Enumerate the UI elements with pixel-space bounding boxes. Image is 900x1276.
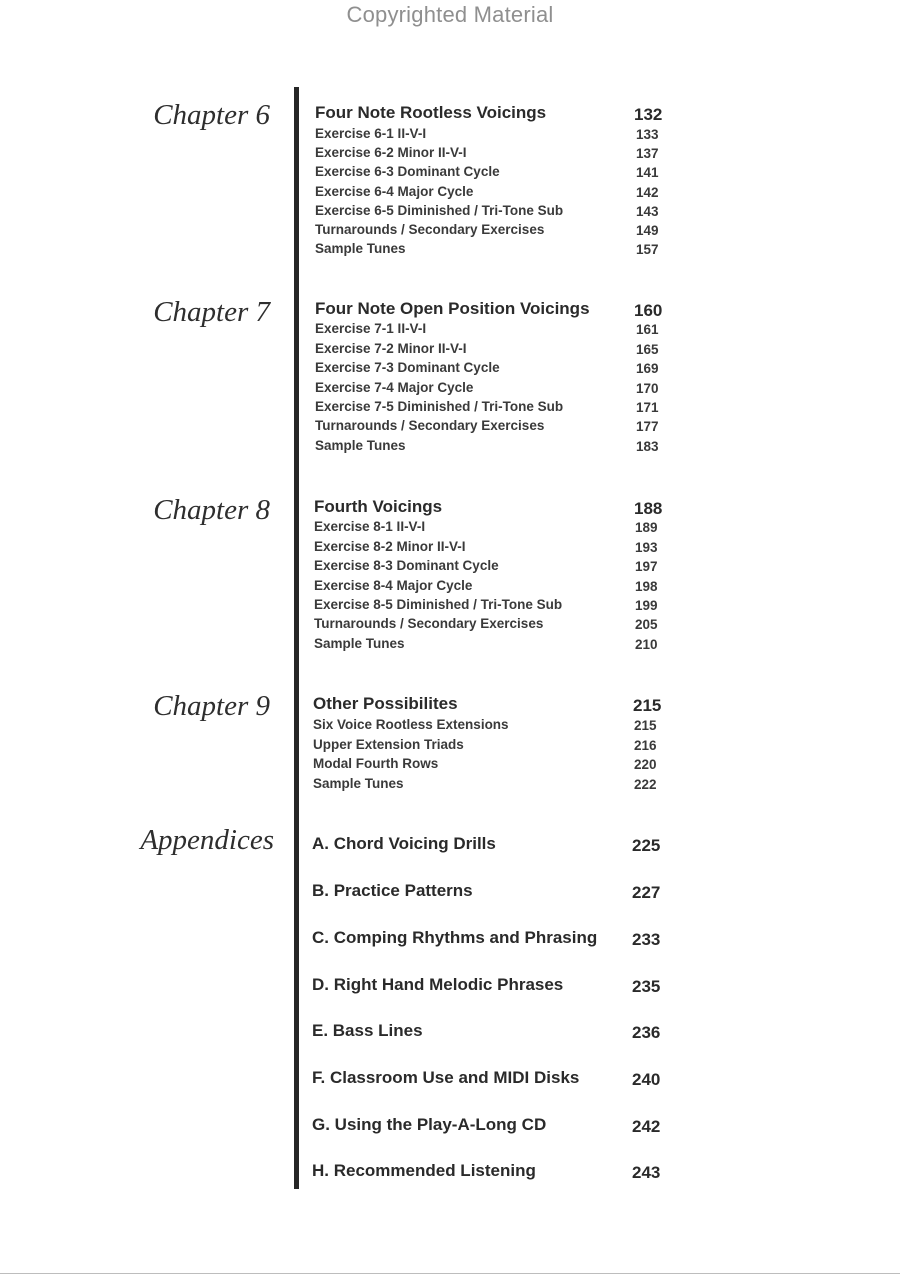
chapter-label: Chapter 9 <box>153 690 270 722</box>
toc-entry[interactable]: Modal Fourth Rows <box>313 756 439 771</box>
toc-entry[interactable]: Exercise 8-4 Major Cycle <box>314 578 473 593</box>
toc-page-number: 215 <box>633 696 662 715</box>
toc-page-number: 236 <box>632 1023 661 1042</box>
toc-entry[interactable]: Sample Tunes <box>314 636 405 651</box>
toc-page-number: 141 <box>636 165 659 180</box>
toc-page-number: 160 <box>634 301 663 320</box>
chapter-label: Chapter 6 <box>153 99 270 131</box>
toc-page-number: 222 <box>634 777 657 792</box>
toc-page-number: 165 <box>636 342 659 357</box>
toc-page-number: 143 <box>636 204 659 219</box>
chapter-label: Chapter 8 <box>153 494 270 526</box>
toc-page-number: 210 <box>635 637 658 652</box>
toc-section-heading[interactable]: Four Note Rootless Voicings <box>315 103 547 122</box>
toc-entry[interactable]: Turnarounds / Secondary Exercises <box>314 616 544 631</box>
toc-entry[interactable]: Sample Tunes <box>315 438 406 453</box>
toc-page-number: 197 <box>635 559 658 574</box>
toc-page-number: 227 <box>632 883 661 902</box>
toc-entry[interactable]: Exercise 7-4 Major Cycle <box>315 380 474 395</box>
appendix-entry[interactable]: F. Classroom Use and MIDI Disks <box>312 1068 580 1087</box>
toc-page-number: 243 <box>632 1163 661 1182</box>
toc-page-number: 170 <box>636 381 659 396</box>
toc-page-number: 205 <box>635 617 658 632</box>
toc-page-number: 215 <box>634 718 657 733</box>
toc-entry[interactable]: Exercise 6-2 Minor II-V-I <box>315 145 467 160</box>
toc-page-number: 169 <box>636 361 659 376</box>
toc-entry[interactable]: Exercise 6-3 Dominant Cycle <box>315 164 500 179</box>
toc-entry[interactable]: Upper Extension Triads <box>313 737 464 752</box>
toc-entry[interactable]: Exercise 6-5 Diminished / Tri-Tone Sub <box>315 203 564 218</box>
toc-page-number: 132 <box>634 105 663 124</box>
toc-page-number: 242 <box>632 1117 661 1136</box>
toc-page-number: 133 <box>636 127 659 142</box>
toc-page-number: 177 <box>636 419 659 434</box>
toc-entry[interactable]: Exercise 8-2 Minor II-V-I <box>314 539 466 554</box>
toc-entry[interactable]: Six Voice Rootless Extensions <box>313 717 509 732</box>
toc-page-number: 233 <box>632 930 661 949</box>
page-bottom-edge <box>0 1273 900 1274</box>
appendix-entry[interactable]: C. Comping Rhythms and Phrasing <box>312 928 598 947</box>
toc-entry[interactable]: Turnarounds / Secondary Exercises <box>315 418 545 433</box>
toc-entry[interactable]: Exercise 8-5 Diminished / Tri-Tone Sub <box>314 597 563 612</box>
toc-page-number: 171 <box>636 400 659 415</box>
toc-page-number: 142 <box>636 185 659 200</box>
toc-section-heading[interactable]: Other Possibilites <box>313 694 458 713</box>
appendix-entry[interactable]: B. Practice Patterns <box>312 881 473 900</box>
appendix-entry[interactable]: G. Using the Play-A-Long CD <box>312 1115 547 1134</box>
appendices-label: Appendices <box>140 824 274 856</box>
toc-entry[interactable]: Exercise 8-1 II-V-I <box>314 519 426 534</box>
toc-page-number: 183 <box>636 439 659 454</box>
toc-page-number: 161 <box>636 322 659 337</box>
toc-entry[interactable]: Exercise 7-1 II-V-I <box>315 321 427 336</box>
toc-page-number: 198 <box>635 579 658 594</box>
toc-entry[interactable]: Sample Tunes <box>315 241 406 256</box>
toc-page-number: 220 <box>634 757 657 772</box>
toc-section-heading[interactable]: Fourth Voicings <box>314 497 443 516</box>
toc-page-number: 199 <box>635 598 658 613</box>
toc-entry[interactable]: Turnarounds / Secondary Exercises <box>315 222 545 237</box>
chapter-label: Chapter 7 <box>153 296 270 328</box>
appendix-entry[interactable]: H. Recommended Listening <box>312 1161 536 1180</box>
toc-entry[interactable]: Exercise 8-3 Dominant Cycle <box>314 558 499 573</box>
toc-page-number: 216 <box>634 738 657 753</box>
appendix-entry[interactable]: D. Right Hand Melodic Phrases <box>312 975 564 994</box>
toc-page-number: 157 <box>636 242 659 257</box>
toc-entry[interactable]: Sample Tunes <box>313 776 404 791</box>
appendix-entry[interactable]: E. Bass Lines <box>312 1021 423 1040</box>
toc-page-number: 193 <box>635 540 658 555</box>
copyright-watermark: Copyrighted Material <box>346 2 554 27</box>
toc-page-number: 189 <box>635 520 658 535</box>
toc-entry[interactable]: Exercise 7-2 Minor II-V-I <box>315 341 467 356</box>
toc-page-number: 188 <box>634 499 663 518</box>
toc-page-number: 240 <box>632 1070 661 1089</box>
toc-page-number: 225 <box>632 836 661 855</box>
toc-section-heading[interactable]: Four Note Open Position Voicings <box>315 299 590 318</box>
toc-entry[interactable]: Exercise 6-4 Major Cycle <box>315 184 474 199</box>
appendix-entry[interactable]: A. Chord Voicing Drills <box>312 834 496 853</box>
toc-entry[interactable]: Exercise 7-3 Dominant Cycle <box>315 360 500 375</box>
toc-entry[interactable]: Exercise 7-5 Diminished / Tri-Tone Sub <box>315 399 564 414</box>
toc-page-number: 149 <box>636 223 659 238</box>
vertical-divider-rule <box>294 87 299 1189</box>
toc-page-number: 137 <box>636 146 659 161</box>
toc-page-number: 235 <box>632 977 661 996</box>
toc-entry[interactable]: Exercise 6-1 II-V-I <box>315 126 427 141</box>
